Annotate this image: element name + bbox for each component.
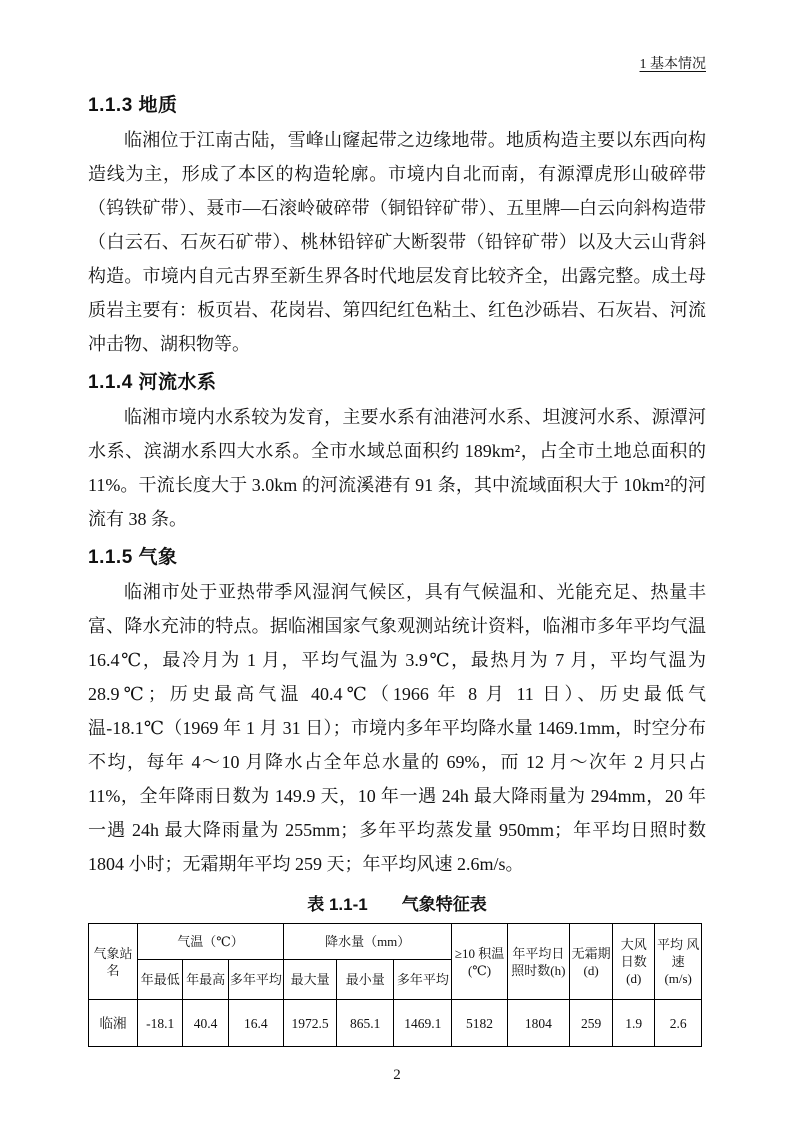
- header-chapter-label: 1 基本情况: [639, 57, 706, 72]
- table-header-accumulated-temperature: ≥10 积温 (℃): [452, 924, 507, 1000]
- table-cell-frost-free: 259: [570, 1000, 613, 1047]
- table-cell-station-name: 临湘: [89, 1000, 138, 1047]
- table-header-temp-multiyear-avg: 多年平均: [228, 960, 283, 1000]
- table-header-station: 气象站名: [89, 924, 138, 1000]
- section-body-geology: 临湘位于江南古陆，雪峰山窿起带之边缘地带。地质构造主要以东西向构造线为主，形成了本区的构造轮廓。市境内自北而南，有源潭虎形山破碎带（钨铁矿带）、聂市—石滚岭破碎带（铜铅锌矿带）、五里牌—白云向斜构造带（白云石、石灰石矿带）、桃林铅锌矿大断裂带（铅锌矿带）以及大云山背斜构造。市境内自元古界至新生界各时代地层发育比较齐全，出露完整。成土母质岩主要有：板页岩、花岗岩、第四纪红色粘土、红色沙砾岩、石灰岩、河流冲击物、湖积物等。: [88, 130, 706, 354]
- table-cell-temp-min: -18.1: [138, 1000, 183, 1047]
- table-header-precip-min: 最小量: [337, 960, 394, 1000]
- table-cell-gale-days: 1.9: [613, 1000, 655, 1047]
- table-header-precip-max: 最大量: [283, 960, 336, 1000]
- table-header-wind-speed: 平均 风速 (m/s): [655, 924, 702, 1000]
- table-cell-temp-max: 40.4: [183, 1000, 228, 1047]
- table-cell-precip-avg: 1469.1: [394, 1000, 452, 1047]
- page-header: [88, 55, 706, 75]
- section-body-meteorology: 临湘市处于亚热带季风湿润气候区，具有气候温和、光能充足、热量丰富、降水充沛的特点。据临湘国家气象观测站统计资料，临湘市多年平均气温 16.4℃，最冷月为 1 月，平均气温为 3.9℃，最热月为 7 月，平均气温为 28.9℃；历史最高气温 40.4℃（1966 年 8 月 11 日）、历史最低气温-18.1℃（1969 年 1 月 31 日）；市境内多年平均降水量 1469.1mm，时空分布不均，每年 4～10 月降水占全年总水量的 69%，而 12 月～次年 2 月只占 11%，全年降雨日数为 149.9 天，10 年一遇 24h 最大降雨量为 294mm，20 年一遇 24h 最大降雨量为 255mm；多年平均蒸发量 950mm；年平均日照时数 1804 小时；无霜期年平均 259 天；年平均风速 2.6m/s。: [88, 582, 706, 874]
- page-number: 2: [393, 1067, 401, 1083]
- table-header-sunshine-hours: 年平均日照时数(h): [507, 924, 570, 1000]
- page-footer: [88, 1067, 706, 1084]
- table-caption: 表 1.1-1 气象特征表: [307, 895, 487, 914]
- table-cell-wind-speed: 2.6: [655, 1000, 702, 1047]
- section-heading-rivers: 1.1.4 河流水系: [88, 372, 217, 393]
- section-heading-geology: 1.1.3 地质: [88, 95, 178, 116]
- table-cell-precip-max: 1972.5: [283, 1000, 336, 1047]
- table-cell-sunshine: 1804: [507, 1000, 570, 1047]
- table-cell-accum-temp: 5182: [452, 1000, 507, 1047]
- table-header-temp-annual-min: 年最低: [138, 960, 183, 1000]
- section-heading-meteorology: 1.1.5 气象: [88, 547, 178, 568]
- table-cell-temp-avg: 16.4: [228, 1000, 283, 1047]
- table-header-precip-multiyear-avg: 多年平均: [394, 960, 452, 1000]
- table-header-precipitation-group: 降水量（mm）: [283, 924, 452, 960]
- table-cell-precip-min: 865.1: [337, 1000, 394, 1047]
- section-body-rivers: 临湘市境内水系较为发育，主要水系有油港河水系、坦渡河水系、源潭河水系、滨湖水系四大水系。全市水域总面积约 189km²，占全市土地总面积的 11%。干流长度大于 3.0km 的河流溪港有 91 条，其中流域面积大于 10km²的河流有 38 条。: [88, 407, 706, 529]
- table-header-temperature-group: 气温（℃）: [138, 924, 284, 960]
- table-header-temp-annual-max: 年最高: [183, 960, 228, 1000]
- table-header-frost-free-period: 无霜期 (d): [570, 924, 613, 1000]
- table-header-gale-days: 大风 日数 (d): [613, 924, 655, 1000]
- weather-characteristics-table: [88, 923, 702, 1047]
